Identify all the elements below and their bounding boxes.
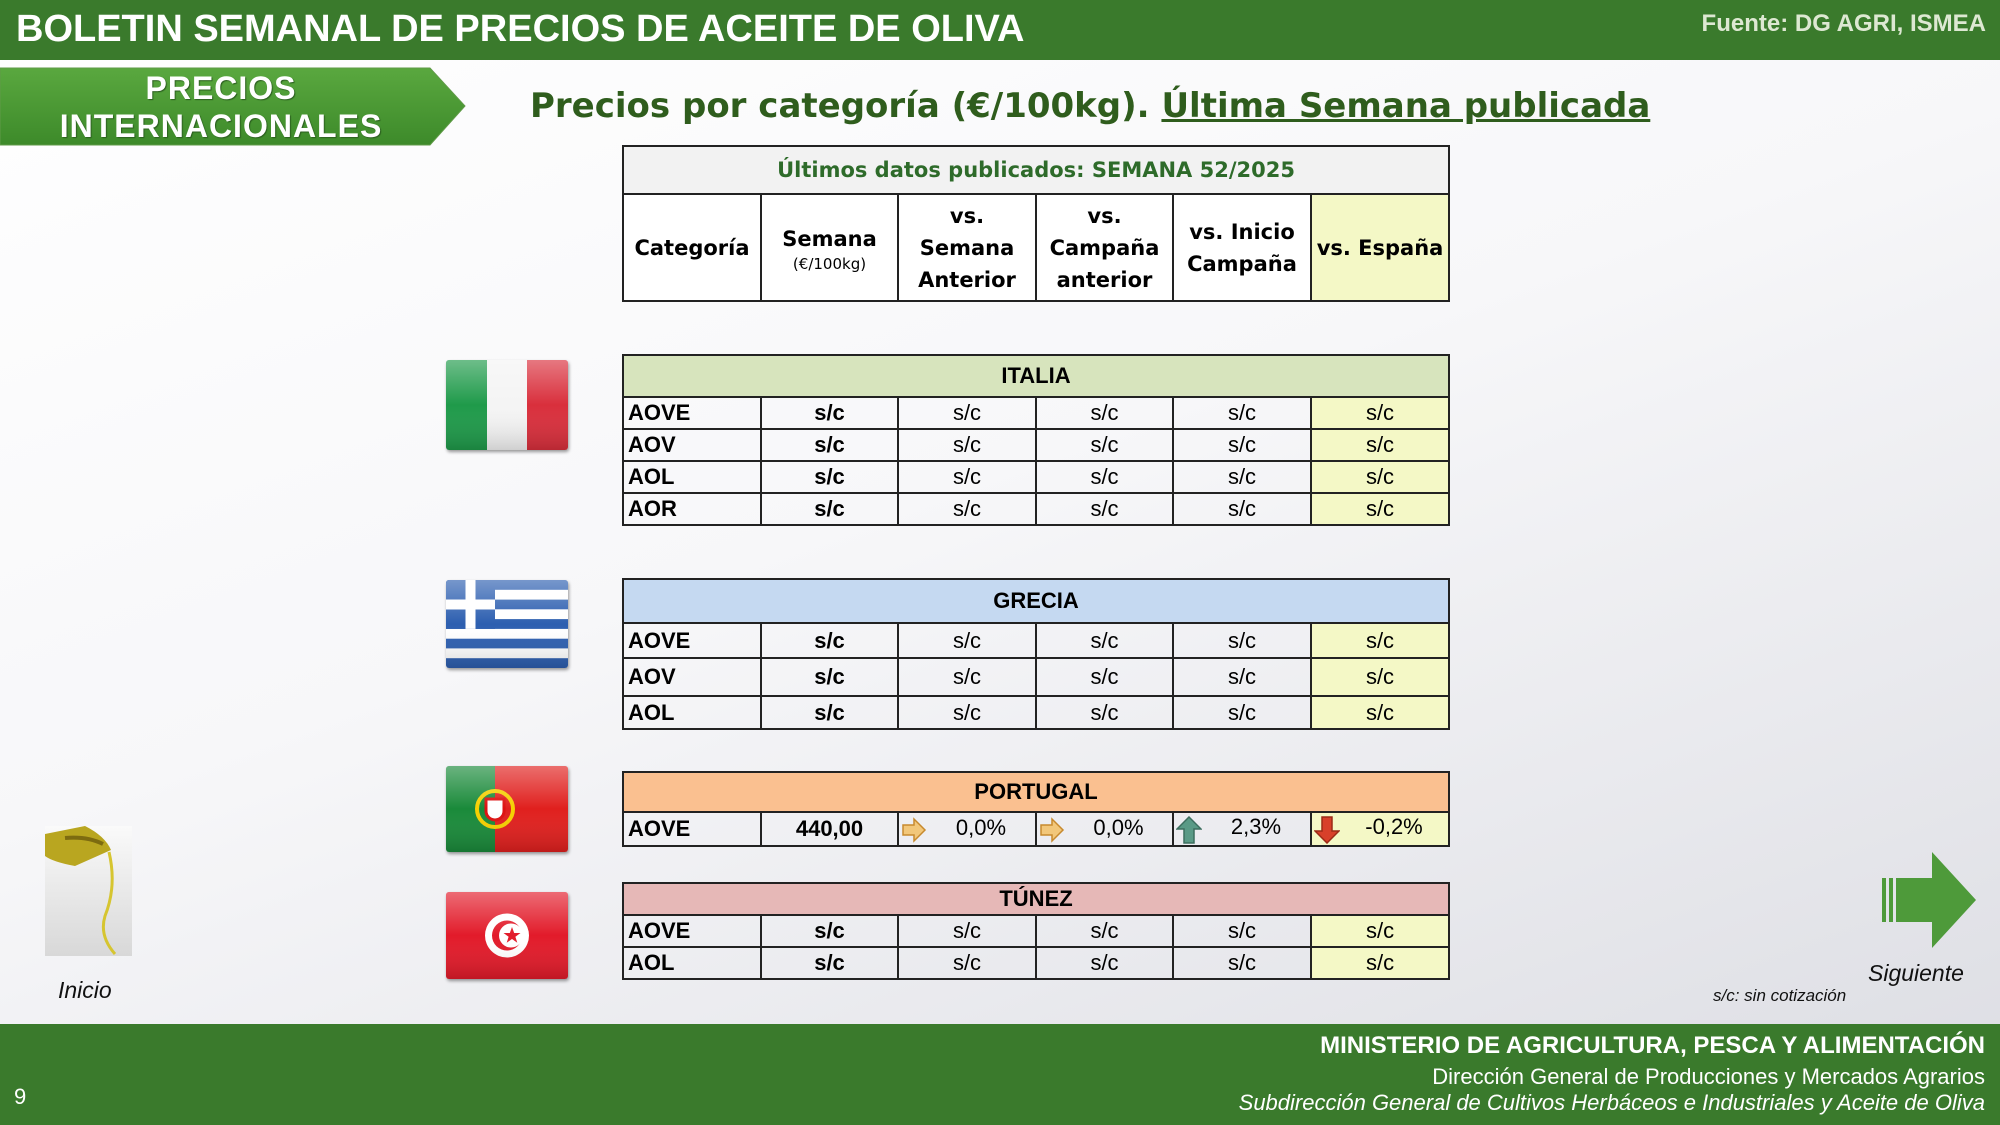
table-row xyxy=(623,696,1449,729)
vs-campana-cell: s/c xyxy=(1036,915,1173,947)
category-cell: AOL xyxy=(623,696,761,729)
table-row xyxy=(623,812,1449,846)
vs-campana-cell: s/c xyxy=(1036,429,1173,461)
col-header-vs-campana xyxy=(1036,194,1173,301)
vs-semana-cell: s/c xyxy=(898,915,1036,947)
source-label: Fuente: DG AGRI, ISMEA xyxy=(1701,10,1986,37)
tunisia-flag-icon xyxy=(446,892,568,979)
directorate-name: Dirección General de Producciones y Mercados Agrarios xyxy=(1432,1064,1985,1089)
italy-flag-icon xyxy=(446,360,568,450)
heading-text: Precios por categoría (€/100kg). xyxy=(530,86,1150,126)
vs-inicio-cell: s/c xyxy=(1173,461,1311,493)
semana-cell: s/c xyxy=(761,623,898,658)
category-cell: AOL xyxy=(623,947,761,979)
vs-inicio-cell: s/c xyxy=(1173,429,1311,461)
vs-inicio-cell: s/c xyxy=(1173,947,1311,979)
greece-flag-icon xyxy=(446,580,568,668)
vs-espana-cell: s/c xyxy=(1311,493,1449,525)
vs-campana-line1: vs. xyxy=(1087,203,1122,228)
vs-semana-line2: Anterior xyxy=(918,267,1016,292)
semana-cell: s/c xyxy=(761,493,898,525)
vs-campana-cell: s/c xyxy=(1036,623,1173,658)
vs-inicio-cell: s/c xyxy=(1173,658,1311,696)
country-header-grecia: GRECIA xyxy=(623,579,1449,623)
vs-espana-cell: s/c xyxy=(1311,696,1449,729)
table-row xyxy=(623,429,1449,461)
category-cell: AOVE xyxy=(623,397,761,429)
banner-label xyxy=(0,67,442,146)
table-caption: Últimos datos publicados: SEMANA 52/2025 xyxy=(623,146,1449,194)
arrow-right-icon xyxy=(901,817,927,843)
semana-cell: s/c xyxy=(761,947,898,979)
arrow-up-icon xyxy=(1176,816,1202,844)
vs-espana-cell: s/c xyxy=(1311,623,1449,658)
category-cell: AOV xyxy=(623,429,761,461)
header-bar xyxy=(0,0,2000,60)
page-title: BOLETIN SEMANAL DE PRECIOS DE ACEITE DE OLIVA xyxy=(16,8,1025,50)
category-cell: AOL xyxy=(623,461,761,493)
vs-inicio-cell xyxy=(1173,812,1311,846)
table-row xyxy=(623,915,1449,947)
semana-cell: s/c xyxy=(761,696,898,729)
vs-campana-cell: s/c xyxy=(1036,658,1173,696)
vs-espana-cell: s/c xyxy=(1311,947,1449,979)
vs-campana-line2: Campaña xyxy=(1049,235,1160,260)
semana-cell: s/c xyxy=(761,429,898,461)
tunez-table xyxy=(622,882,1450,980)
table-row xyxy=(623,947,1449,979)
italia-table xyxy=(622,354,1450,526)
table-row xyxy=(623,397,1449,429)
olive-oil-pour-icon xyxy=(45,826,132,956)
vs-semana-cell: s/c xyxy=(898,696,1036,729)
semana-cell: s/c xyxy=(761,461,898,493)
table-row xyxy=(623,493,1449,525)
semana-cell: s/c xyxy=(761,915,898,947)
vs-semana-cell: s/c xyxy=(898,658,1036,696)
vs-inicio-cell: s/c xyxy=(1173,696,1311,729)
vs-campana-cell: s/c xyxy=(1036,696,1173,729)
col-header-vs-semana xyxy=(898,194,1036,301)
vs-inicio-line2: Campaña xyxy=(1187,251,1297,276)
footnote: s/c: sin cotización xyxy=(1713,986,1847,1005)
grecia-table xyxy=(622,578,1450,730)
semana-unit: (€/100kg) xyxy=(792,254,867,273)
banner-line-1: PRECIOS xyxy=(145,69,297,106)
vs-semana-value: 0,0% xyxy=(955,815,1007,840)
semana-label: Semana xyxy=(782,226,877,251)
vs-semana-cell: s/c xyxy=(898,493,1036,525)
country-header-portugal: PORTUGAL xyxy=(623,772,1449,812)
home-label[interactable]: Inicio xyxy=(58,977,112,1003)
next-label[interactable]: Siguiente xyxy=(1868,960,1964,986)
section-banner xyxy=(0,67,466,146)
vs-semana-cell: s/c xyxy=(898,947,1036,979)
table-row xyxy=(623,658,1449,696)
semana-cell: s/c xyxy=(761,658,898,696)
vs-espana-cell: s/c xyxy=(1311,461,1449,493)
vs-espana-cell: s/c xyxy=(1311,397,1449,429)
vs-inicio-cell: s/c xyxy=(1173,623,1311,658)
col-header-vs-espana: vs. España xyxy=(1311,194,1449,301)
country-header-tunez: TÚNEZ xyxy=(623,883,1449,915)
col-header-categoria: Categoría xyxy=(623,194,761,301)
portugal-flag-icon xyxy=(446,766,568,852)
category-cell: AOVE xyxy=(623,623,761,658)
vs-espana-value: -0,2% xyxy=(1365,814,1423,839)
ministry-name: MINISTERIO DE AGRICULTURA, PESCA Y ALIMENTACIÓN xyxy=(1320,1032,1985,1059)
vs-campana-cell: s/c xyxy=(1036,397,1173,429)
arrow-down-icon xyxy=(1314,816,1340,844)
category-cell: AOVE xyxy=(623,812,761,846)
vs-semana-cell: s/c xyxy=(898,397,1036,429)
vs-inicio-cell: s/c xyxy=(1173,915,1311,947)
vs-semana-line1: vs. Semana xyxy=(919,203,1015,260)
vs-semana-cell: s/c xyxy=(898,429,1036,461)
category-cell: AOV xyxy=(623,658,761,696)
category-cell: AOVE xyxy=(623,915,761,947)
vs-semana-cell: s/c xyxy=(898,461,1036,493)
page-number: 9 xyxy=(14,1084,27,1109)
vs-campana-cell: s/c xyxy=(1036,461,1173,493)
vs-espana-cell: s/c xyxy=(1311,915,1449,947)
semana-cell: s/c xyxy=(761,397,898,429)
next-arrow-icon[interactable] xyxy=(1880,850,1978,950)
vs-inicio-cell: s/c xyxy=(1173,493,1311,525)
vs-inicio-line1: vs. Inicio xyxy=(1189,219,1295,244)
category-cell: AOR xyxy=(623,493,761,525)
vs-semana-cell: s/c xyxy=(898,623,1036,658)
arrow-right-icon xyxy=(1039,817,1065,843)
column-header-table xyxy=(622,145,1450,302)
vs-espana-cell: s/c xyxy=(1311,429,1449,461)
vs-espana-cell xyxy=(1311,812,1449,846)
last-week-link[interactable]: Última Semana publicada xyxy=(1161,86,1651,126)
vs-espana-cell: s/c xyxy=(1311,658,1449,696)
semana-cell: 440,00 xyxy=(761,812,898,846)
vs-campana-cell: s/c xyxy=(1036,947,1173,979)
portugal-table xyxy=(622,771,1450,847)
col-header-vs-inicio xyxy=(1173,194,1311,301)
country-header-italia: ITALIA xyxy=(623,355,1449,397)
vs-campana-line3: anterior xyxy=(1056,267,1153,292)
vs-inicio-cell: s/c xyxy=(1173,397,1311,429)
table-row xyxy=(623,461,1449,493)
vs-inicio-value: 2,3% xyxy=(1230,814,1282,839)
vs-campana-cell xyxy=(1036,812,1173,846)
vs-semana-cell xyxy=(898,812,1036,846)
home-button[interactable] xyxy=(45,826,132,956)
vs-campana-cell: s/c xyxy=(1036,493,1173,525)
banner-line-2: INTERNACIONALES xyxy=(59,107,383,144)
subdirectorate-name: Subdirección General de Cultivos Herbáceos e Industriales y Aceite de Oliva xyxy=(1238,1090,1985,1115)
col-header-semana xyxy=(761,194,898,301)
vs-campana-value: 0,0% xyxy=(1093,815,1144,840)
section-heading xyxy=(530,86,1650,126)
footer-bar xyxy=(0,1024,2000,1125)
table-row xyxy=(623,623,1449,658)
